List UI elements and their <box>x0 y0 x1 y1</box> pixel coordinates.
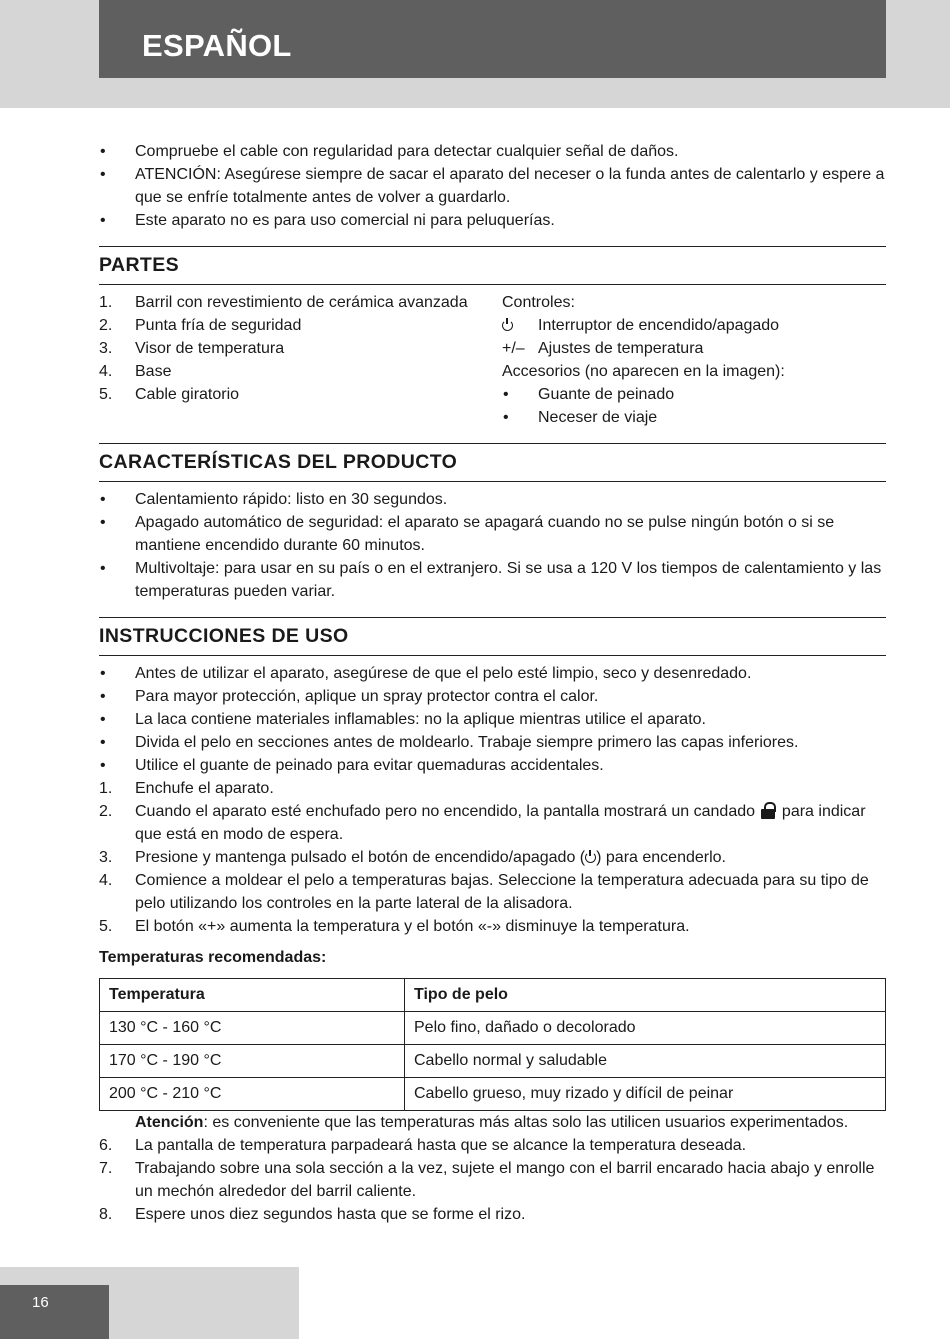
page-content <box>99 140 886 1226</box>
bullet-icon: • <box>100 711 106 728</box>
list-item: • Guante de peinado <box>502 383 886 406</box>
controls-list <box>502 291 886 429</box>
list-item: Interruptor de encendido/apagado <box>502 314 886 337</box>
intro-list <box>99 140 886 232</box>
list-item: 3. Visor de temperatura <box>99 340 285 357</box>
section-heading: CARACTERÍSTICAS DEL PRODUCTO <box>99 443 886 482</box>
list-item: • Antes de utilizar el aparato, asegúrese de que el pelo esté limpio, seco y desenredado. <box>99 662 886 685</box>
step-item: 7. Trabajando sobre una sola sección a la vez, sujete el mango con el barril encarado hacia abajo y enrolle un mechón alrededor del barril caliente. <box>99 1160 875 1200</box>
list-item: • Calentamiento rápido: listo en 30 segundos. <box>99 488 886 511</box>
step-item: 2. Cuando el aparato esté enchufado pero no encendido, la pantalla mostrará un candado para indicar que está en modo de espera. <box>99 803 866 843</box>
bullet-icon: • <box>100 734 106 751</box>
table-cell: 170 °C - 190 °C <box>100 1045 405 1078</box>
bullet-icon: • <box>100 665 106 682</box>
table-row <box>100 1078 886 1111</box>
list-item: • Este aparato no es para uso comercial ni para peluquerías. <box>99 209 886 232</box>
step-item: 4. Comience a moldear el pelo a temperaturas bajas. Seleccione la temperatura adecuada para su tipo de pelo utilizando los controles en la parte lateral de la alisadora. <box>99 872 869 912</box>
list-item: 4. Base <box>99 363 172 380</box>
list-item: • Para mayor protección, aplique un spray protector contra el calor. <box>99 685 886 708</box>
bullet-icon: • <box>503 409 509 426</box>
step-item: 6. La pantalla de temperatura parpadeará hasta que se alcance la temperatura deseada. <box>99 1137 747 1154</box>
list-item: • Compruebe el cable con regularidad para detectar cualquier señal de daños. <box>99 140 886 163</box>
language-title: ESPAÑOL <box>142 28 292 63</box>
lock-icon <box>761 802 775 819</box>
step-item: 8. Espere unos diez segundos hasta que se forme el rizo. <box>99 1206 526 1223</box>
attention-note: Atención: es conveniente que las temperaturas más altas solo las utilicen usuarios experimentados. <box>135 1114 849 1131</box>
features-section <box>99 443 886 603</box>
table-cell: Cabello normal y saludable <box>405 1045 886 1078</box>
table-cell: Cabello grueso, muy rizado y difícil de peinar <box>405 1078 886 1111</box>
bullet-icon: • <box>100 514 106 531</box>
language-header <box>99 0 886 78</box>
instructions-section <box>99 617 886 1226</box>
bullet-icon: • <box>100 757 106 774</box>
bullet-icon: • <box>503 386 509 403</box>
page-number: 16 <box>32 1294 49 1311</box>
list-item: • La laca contiene materiales inflamables: no la aplique mientras utilice el aparato. <box>99 708 886 731</box>
list-item: • Neceser de viaje <box>502 406 886 429</box>
bullet-icon: • <box>100 166 106 183</box>
table-header: Tipo de pelo <box>405 979 886 1012</box>
controls-label: Controles: <box>502 294 575 311</box>
section-heading: INSTRUCCIONES DE USO <box>99 617 886 656</box>
power-icon <box>585 852 596 863</box>
bullet-icon: • <box>100 688 106 705</box>
list-item: 2. Punta fría de seguridad <box>99 317 302 334</box>
section-heading: PARTES <box>99 246 886 285</box>
table-row <box>100 1012 886 1045</box>
list-item: • Utilice el guante de peinado para evitar quemaduras accidentales. <box>99 754 886 777</box>
list-item: • Multivoltaje: para usar en su país o en el extranjero. Si se usa a 120 V los tiempos de calentamiento y las temperaturas pueden variar. <box>99 557 886 603</box>
table-header: Temperatura <box>100 979 405 1012</box>
table-cell: 200 °C - 210 °C <box>100 1078 405 1111</box>
page-number-box <box>0 1285 109 1339</box>
step-item: 1. Enchufe el aparato. <box>99 780 274 797</box>
parts-section <box>99 246 886 429</box>
list-item: +/– Ajustes de temperatura <box>502 337 886 360</box>
bullet-icon: • <box>100 143 106 160</box>
accessories-label: Accesorios (no aparecen en la imagen): <box>502 363 785 380</box>
parts-list <box>99 291 502 429</box>
bullet-icon: • <box>100 212 106 229</box>
power-icon <box>502 320 513 331</box>
table-cell: 130 °C - 160 °C <box>100 1012 405 1045</box>
list-item: • Divida el pelo en secciones antes de moldearlo. Trabaje siempre primero las capas inferiores. <box>99 731 886 754</box>
bullet-icon: • <box>100 491 106 508</box>
list-item: • ATENCIÓN: Asegúrese siempre de sacar el aparato del neceser o la funda antes de calentarlo y espere a que se enfríe totalmente antes de volver a guardarlo. <box>99 163 886 209</box>
temperature-table <box>99 978 886 1111</box>
table-cell: Pelo fino, dañado o decolorado <box>405 1012 886 1045</box>
bullet-icon: • <box>100 560 106 577</box>
plus-minus-symbol: +/– <box>502 340 525 357</box>
table-row <box>100 1045 886 1078</box>
list-item: 1. Barril con revestimiento de cerámica avanzada <box>99 294 468 311</box>
list-item: 5. Cable giratorio <box>99 386 240 403</box>
temperatures-title: Temperaturas recomendadas: <box>99 949 327 966</box>
step-item: 3. Presione y mantenga pulsado el botón de encendido/apagado ( ) para encenderlo. <box>99 849 726 866</box>
list-item: • Apagado automático de seguridad: el aparato se apagará cuando no se pulse ningún botón o si se mantiene encendido durante 60 minutos. <box>99 511 886 557</box>
step-item: 5. El botón «+» aumenta la temperatura y el botón «-» disminuye la temperatura. <box>99 918 690 935</box>
table-header-row <box>100 979 886 1012</box>
